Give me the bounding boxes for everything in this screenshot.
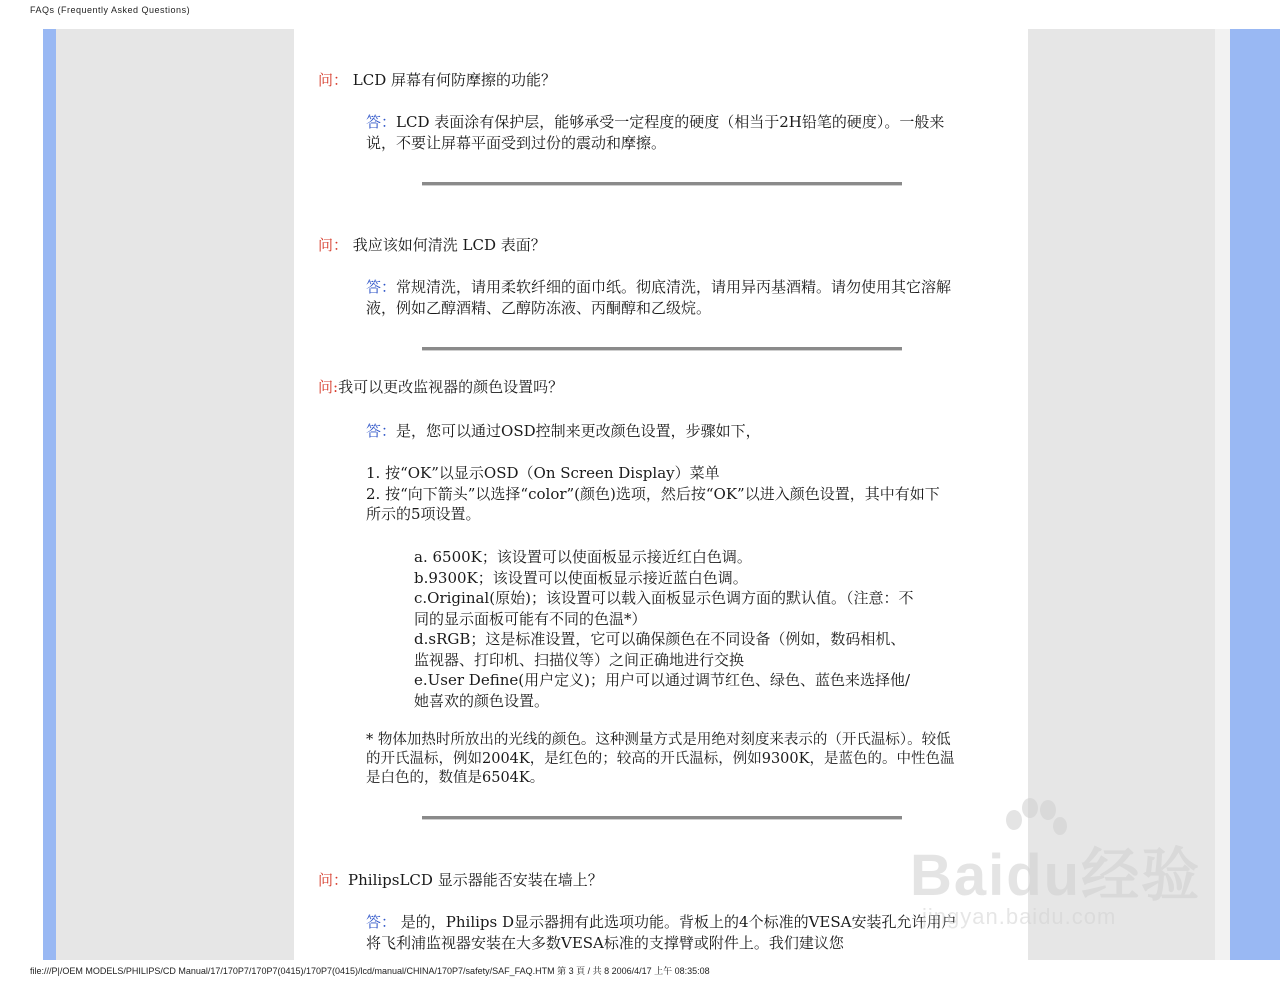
answer-4: [366, 912, 966, 953]
question-3: [318, 376, 563, 397]
question-1: [318, 69, 556, 90]
divider-3: [422, 816, 902, 820]
print-header: FAQs (Frequently Asked Questions): [30, 5, 191, 15]
answer-mark: 答：: [366, 913, 397, 931]
question-text: LCD 屏幕有何防摩擦的功能？: [348, 71, 557, 89]
answer-text: 是的，Philips D显示器拥有此选项功能。背板上的4个标准的VESA安装孔允许用户将飞利浦监视器安装在大多数VESA标准的支撑臂或附件上。我们建议您: [366, 913, 957, 952]
step-item: 2. 按“向下箭头”以选择“color”(颜色)选项，然后按“OK”以进入颜色设置，其中有如下所示的5项设置。: [366, 484, 940, 523]
color-options: [414, 547, 914, 711]
print-footer: file:///P|/OEM MODELS/PHILIPS/CD Manual/17/170P7/170P7(0415)/170P7(0415)/lcd/manual/CHINA/170P7/safety/SAF_FAQ.HTM 第 3 頁 / 共 8 2006/4/17 上午 08:35:08: [30, 966, 710, 976]
footnote: * 物体加热时所放出的光线的颜色。这种测量方式是用绝对刻度来表示的（开氏温标）。较低的开氏温标，例如2004K，是红色的；较高的开氏温标，例如9300K，是蓝色的。中性色温是白色的，数值是6504K。: [366, 732, 955, 786]
answer-text: 常规清洗，请用柔软纤细的面巾纸。彻底清洗，请用异丙基酒精。请勿使用其它溶解液，例如乙醇酒精、乙醇防冻液、丙酮醇和乙级烷。: [366, 278, 952, 317]
answer-3: [366, 421, 966, 442]
question-text: 我应该如何清洗 LCD 表面？: [348, 236, 546, 254]
baidu-watermark: [900, 798, 1230, 938]
left-blue-bar: [43, 29, 56, 960]
step-item: 1. 按“OK”以显示OSD（On Screen Display）菜单: [366, 464, 720, 482]
answer-1: [366, 112, 966, 153]
divider-2: [422, 347, 902, 351]
color-steps: [366, 463, 950, 525]
left-gray-margin: [56, 29, 294, 960]
answer-text: LCD 表面涂有保护层，能够承受一定程度的硬度（相当于2H铅笔的硬度）。一般来说，不要让屏幕平面受到过份的震动和摩擦。: [366, 113, 945, 152]
question-mark: 问：: [318, 236, 349, 254]
question-text: 我可以更改监视器的颜色设置吗？: [338, 378, 564, 396]
option-item: c.Original(原始)；该设置可以载入面板显示色调方面的默认值。（注意：不同的显示面板可能有不同的色温*）: [414, 589, 914, 628]
option-item: b.9300K；该设置可以使面板显示接近蓝白色调。: [414, 568, 748, 587]
watermark-logo: Baidu经验: [910, 843, 1202, 908]
question-mark: 问：: [318, 71, 349, 89]
question-2: [318, 234, 546, 255]
option-item: e.User Define(用户定义)；用户可以通过调节红色、绿色、蓝色来选择他/她喜欢的颜色设置。: [414, 671, 911, 710]
answer-mark: 答：: [366, 278, 397, 296]
question-mark: 问：: [318, 871, 349, 889]
question-text: PhilipsLCD 显示器能否安装在墙上？: [348, 871, 603, 889]
answer-mark: 答：: [366, 113, 397, 131]
divider-1: [422, 182, 902, 186]
answer-text: 是，您可以通过OSD控制来更改颜色设置，步骤如下，: [396, 422, 761, 440]
answer-2: [366, 277, 966, 318]
watermark-url: jingyan.baidu.com: [922, 904, 1117, 929]
question-mark: 问:: [318, 378, 339, 396]
right-blue-bar: [1230, 29, 1280, 960]
option-item: a. 6500K；该设置可以使面板显示接近红白色调。: [414, 548, 752, 566]
answer-mark: 答：: [366, 422, 397, 440]
question-4: [318, 869, 603, 890]
option-item: d.sRGB；这是标准设置，它可以确保颜色在不同设备（例如，数码相机、监视器、打印机、扫描仪等）之间正确地进行交换: [414, 630, 906, 669]
